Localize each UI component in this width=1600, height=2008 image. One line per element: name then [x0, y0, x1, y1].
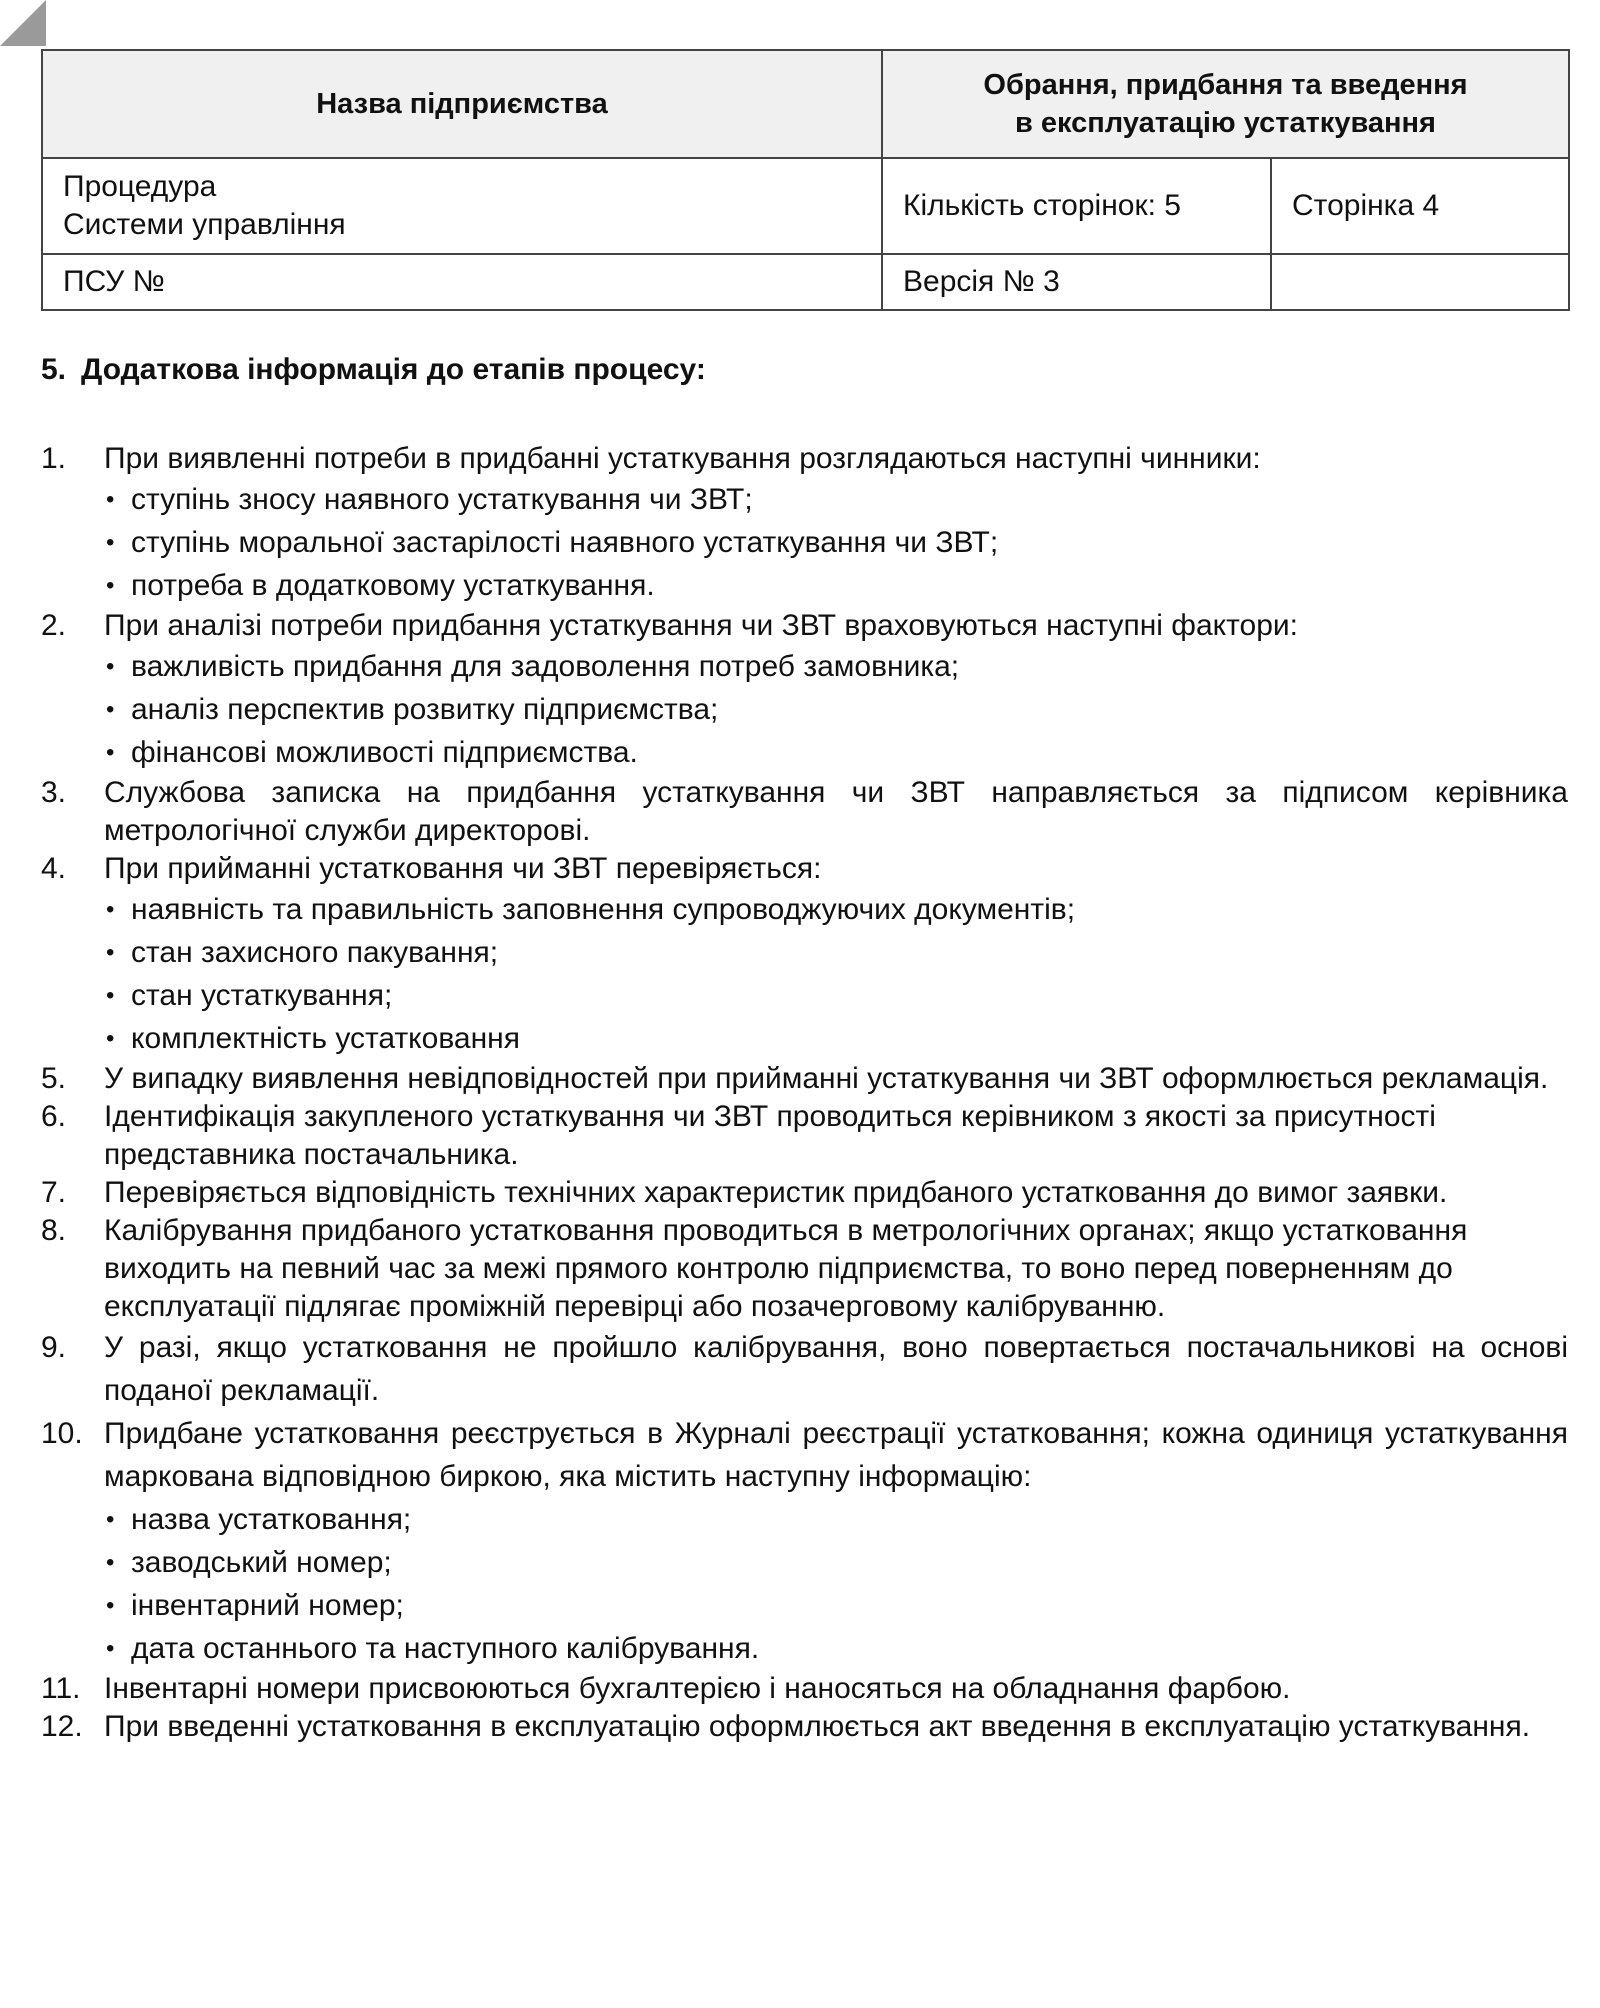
- bullet-text: інвентарний номер;: [131, 1589, 404, 1622]
- list-item-number: 6.: [41, 1100, 67, 1133]
- page-corner-fold-icon: [0, 0, 46, 46]
- list-item-number: 2.: [41, 609, 67, 642]
- bullet-list: [104, 888, 1568, 1060]
- bullet-list: [104, 1498, 1568, 1670]
- list-item-text: При аналізі потреби придбання устаткування чи ЗВТ враховуються наступні фактори:: [104, 609, 1298, 642]
- list-item-number: 1.: [41, 442, 67, 475]
- list-item-number: 7.: [41, 1176, 67, 1209]
- section-number: 5.: [41, 353, 67, 386]
- bullet-icon: •: [106, 1635, 115, 1662]
- bullet-item: [104, 974, 1568, 1017]
- list-item: [41, 1326, 1568, 1412]
- document-title-line-2: в експлуатацію устаткування: [1015, 107, 1436, 139]
- procedure-line-1: Процедура: [63, 170, 217, 203]
- list-item-text: У разі, якщо устатковання не пройшло калібрування, воно повертається постачальникові на основі поданої рекламації.: [104, 1331, 1568, 1407]
- company-name-cell: Назва підприємства: [42, 50, 882, 158]
- empty-cell: [1271, 254, 1569, 310]
- bullet-item: [104, 1017, 1568, 1060]
- version-cell: Версія № 3: [882, 254, 1271, 310]
- bullet-icon: •: [106, 572, 115, 599]
- list-item-number: 12.: [41, 1710, 83, 1743]
- list-item: [41, 1708, 1568, 1746]
- list-item-text: Калібрування придбаного устатковання проводиться в метрологічних органах; якщо устатковання виходить на певний час за межі прямого контролю підприємства, то воно перед поверненням до експлуатації підлягає проміжній перевірці або позачерговому калібруванню.: [104, 1214, 1468, 1323]
- list-item-number: 8.: [41, 1214, 67, 1247]
- bullet-item: [104, 1541, 1568, 1584]
- bullet-text: фінансові можливості підприємства.: [131, 736, 638, 769]
- bullet-text: аналіз перспектив розвитку підприємства;: [131, 693, 719, 726]
- list-item-text: При виявленні потреби в придбанні устаткування розглядаються наступні чинники:: [104, 442, 1261, 475]
- bullet-text: комплектність устатковання: [131, 1022, 520, 1055]
- list-item: [41, 1412, 1568, 1670]
- bullet-icon: •: [106, 529, 115, 556]
- list-item: [41, 1670, 1568, 1708]
- list-item-text: У випадку виявлення невідповідностей при прийманні устаткування чи ЗВТ оформлюється рекламація.: [104, 1062, 1549, 1095]
- bullet-text: назва устатковання;: [131, 1503, 412, 1536]
- bullet-text: стан устаткування;: [131, 979, 393, 1012]
- bullet-text: наявність та правильність заповнення супроводжуючих документів;: [131, 893, 1076, 926]
- procedure-cell: [42, 158, 882, 254]
- bullet-icon: •: [106, 1549, 115, 1576]
- list-item-text: При прийманні устатковання чи ЗВТ перевіряється:: [104, 852, 822, 885]
- list-item-text: Ідентифікація закупленого устаткування чи ЗВТ проводиться керівником з якості за присутності представника постачальника.: [104, 1100, 1436, 1171]
- bullet-item: [104, 645, 1568, 688]
- bullet-item: [104, 478, 1568, 521]
- bullet-icon: •: [106, 896, 115, 923]
- header-row-title: [42, 50, 1569, 158]
- list-item-number: 3.: [41, 776, 67, 809]
- bullet-item: [104, 1584, 1568, 1627]
- bullet-text: дата останнього та наступного калібрування.: [131, 1632, 760, 1665]
- procedure-line-2: Системи управління: [63, 208, 346, 241]
- bullet-text: ступінь зносу наявного устаткування чи ЗВТ;: [131, 483, 753, 516]
- list-item-text: При введенні устатковання в експлуатацію оформлюється акт введення в експлуатацію устаткування.: [104, 1710, 1531, 1743]
- list-item: [41, 440, 1568, 607]
- bullet-icon: •: [106, 982, 115, 1009]
- section-heading: [41, 352, 706, 388]
- header-row-procedure: [42, 158, 1569, 254]
- bullet-list: [104, 478, 1568, 607]
- bullet-text: ступінь моральної застарілості наявного устаткування чи ЗВТ;: [131, 526, 999, 559]
- list-item-number: 5.: [41, 1062, 67, 1095]
- psu-number-cell: ПСУ №: [42, 254, 882, 310]
- list-item: [41, 1060, 1568, 1098]
- bullet-list: [104, 645, 1568, 774]
- bullet-icon: •: [106, 653, 115, 680]
- bullet-icon: •: [106, 939, 115, 966]
- bullet-item: [104, 888, 1568, 931]
- bullet-icon: •: [106, 739, 115, 766]
- bullet-item: [104, 1498, 1568, 1541]
- page-number-cell: Сторінка 4: [1271, 158, 1569, 254]
- bullet-text: важливість придбання для задоволення потреб замовника;: [131, 650, 960, 683]
- document-title-line-1: Обрання, придбання та введення: [983, 69, 1468, 101]
- list-item-number: 9.: [41, 1331, 67, 1364]
- bullet-icon: •: [106, 1506, 115, 1533]
- list-item-text: Перевіряється відповідність технічних характеристик придбаного устатковання до вимог заявки.: [104, 1176, 1448, 1209]
- document-header-table: [41, 49, 1570, 311]
- header-row-psu: [42, 254, 1569, 310]
- bullet-icon: •: [106, 486, 115, 513]
- bullet-text: потреба в додатковому устаткування.: [131, 569, 655, 602]
- list-item-text: Придбане устатковання реєструється в Журналі реєстрації устатковання; кожна одиниця устаткування маркована відповідною биркою, яка містить наступну інформацію:: [104, 1417, 1568, 1493]
- list-item: [41, 850, 1568, 1060]
- document-title-cell: [882, 50, 1569, 158]
- bullet-item: [104, 564, 1568, 607]
- bullet-text: стан захисного пакування;: [131, 936, 499, 969]
- list-item: [41, 1098, 1568, 1174]
- bullet-icon: •: [106, 1592, 115, 1619]
- list-item-number: 4.: [41, 852, 67, 885]
- list-item: [41, 1174, 1568, 1212]
- list-item-number: 10.: [41, 1417, 83, 1450]
- bullet-item: [104, 521, 1568, 564]
- bullet-item: [104, 688, 1568, 731]
- list-item-text: Службова записка на придбання устаткування чи ЗВТ направляється за підписом керівника метрологічної служби директорові.: [104, 776, 1568, 847]
- list-item-number: 11.: [41, 1672, 81, 1705]
- bullet-icon: •: [106, 1025, 115, 1052]
- bullet-item: [104, 731, 1568, 774]
- list-item: [41, 607, 1568, 774]
- list-item: [41, 1212, 1568, 1326]
- list-item: [41, 774, 1568, 850]
- bullet-item: [104, 931, 1568, 974]
- page-count-cell: Кількість сторінок: 5: [882, 158, 1271, 254]
- bullet-icon: •: [106, 696, 115, 723]
- process-steps-list: [41, 440, 1568, 1746]
- bullet-text: заводський номер;: [131, 1546, 392, 1579]
- section-title: Додаткова інформація до етапів процесу:: [81, 353, 706, 386]
- list-item-text: Інвентарні номери присвоюються бухгалтерією і наносяться на обладнання фарбою.: [104, 1672, 1291, 1705]
- bullet-item: [104, 1627, 1568, 1670]
